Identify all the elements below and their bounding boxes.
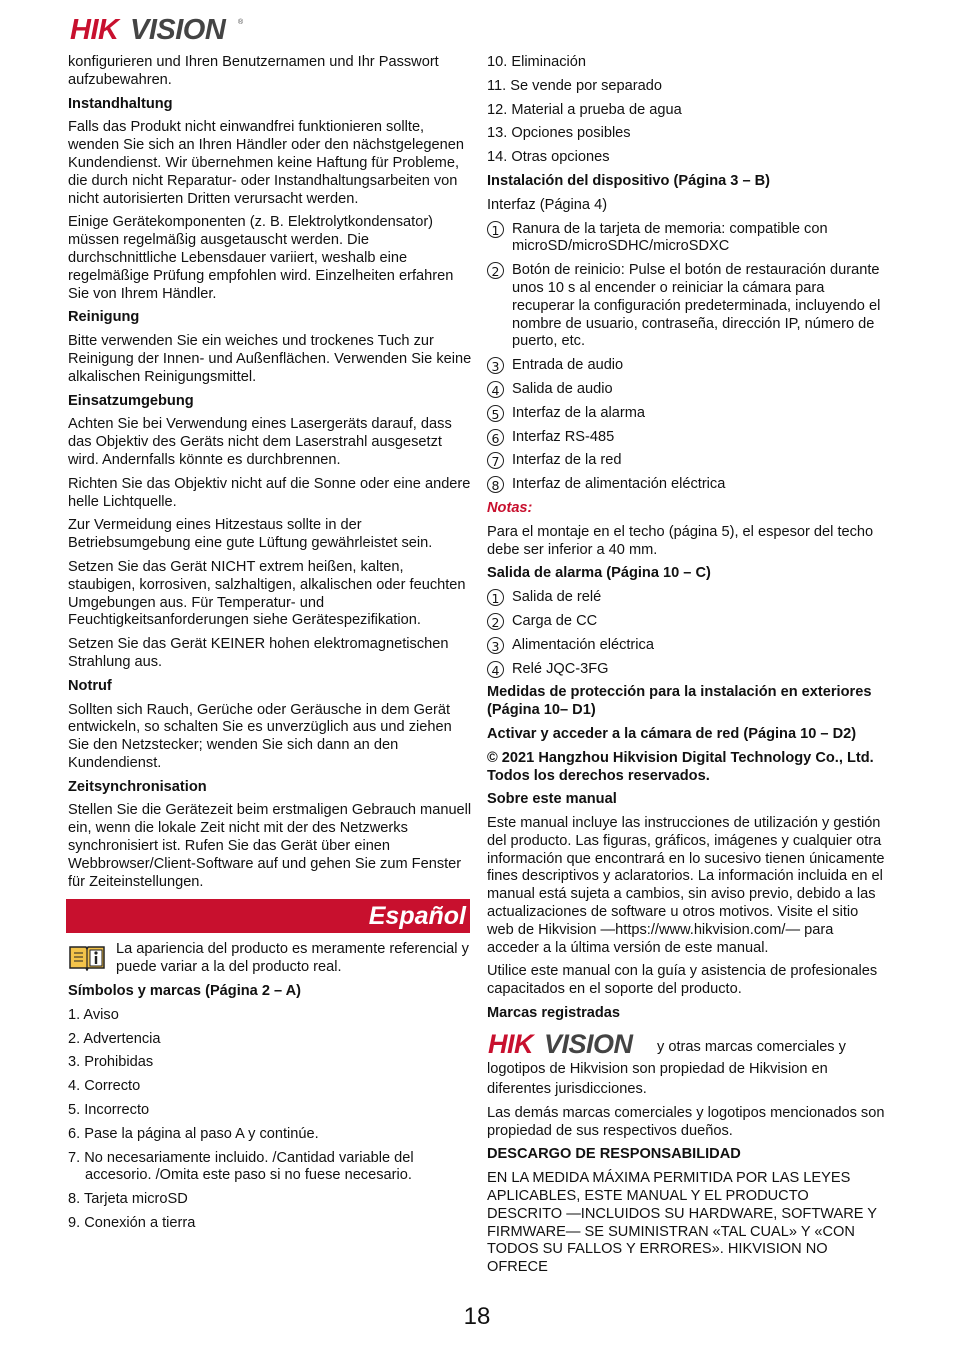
simbolo-list-item: 1. Aviso [68,1006,119,1023]
page-number: 18 [463,1303,491,1330]
interfaz-list-item [487,357,887,375]
item-number-circle: 6 [487,429,504,446]
item-text: Salida de relé [512,589,602,606]
right-column [487,54,887,1283]
item-number-circle: 3 [487,357,504,374]
item-number-circle: 2 [487,262,504,279]
sobre-paragraph-1: Este manual incluye las instrucciones de utilización y gestión del producto. Las figuras, gráficos, imágenes y cualquier otra información que encontrará en lo sucesivo tienen únicamente fines descriptivos y aclaratorios. La información incluida en el manual está sujeta a cambios, sin aviso previo, debido a las actualizaciones de software u otros motivos. Visite el sitio web de Hikvision —https://www.hikvision.com/— para acceder a la última versión de este manual. [487,815,885,956]
intro-text: konfigurieren und Ihren Benutzernamen und Ihr Passwort aufzubewahren. [68,54,439,88]
marcas-paragraph-1: logotipos de Hikvision son propiedad de Hikvision en diferentes jurisdicciones. [487,1060,828,1097]
simbolo-list-item: 10. Eliminación [487,54,586,70]
marcas-heading: Marcas registradas [487,1005,621,1022]
simbolo-list-item: 12. Material a prueba de agua [487,101,682,118]
item-text: Interfaz de la red [512,452,622,469]
language-banner: Español [66,899,470,933]
notas-text: Para el montaje en el techo (página 5), el espesor del techo debe ser inferior a 40 mm. [487,523,874,558]
reinigung-heading: Reinigung [68,309,140,326]
salida-list-item [487,661,887,679]
item-number-circle: 4 [487,381,504,398]
simbolos-list [68,1007,472,1233]
hikvision-logo [68,14,248,44]
marcas-after-logo: y otras marcas comerciales y [657,1039,846,1056]
interfaz-list-item [487,476,887,494]
notruf-heading: Notruf [68,677,112,694]
instandhaltung-paragraph-2: Einige Gerätekomponenten (z. B. Elektrolytkondensator) müssen regelmäßig ausgetauscht werden. Die durchschnittliche Lebensdauer variiert, weshalb eine regelmäßige Prüfung empfohlen wird. Einzelheiten erfahren Sie von Ihrem Händler. [68,214,454,302]
simbolos-list-continued [487,54,887,167]
einsatzumgebung-paragraph-5: Setzen Sie das Gerät KEINER hohen elektromagnetischen Strahlung aus. [68,636,449,670]
interfaz-list-item [487,405,887,423]
hikvision-inline-logo [487,1029,649,1057]
item-text: Entrada de audio [512,357,624,374]
left-column [68,54,472,1239]
book-info-icon [68,943,106,971]
notas-label: Notas: [487,499,533,516]
instandhaltung-paragraph-1: Falls das Produkt nicht einwandfrei funktionieren sollte, wenden Sie sich an Ihren Händler oder den nächstgelegenen Kundendienst. Wir übernehmen keine Haftung für Probleme, die durch nicht Reparatur- oder Instandhaltungsarbeiten von nicht autorisierten Dritten verursacht werden. [68,119,464,207]
salida-list-item [487,637,887,655]
item-text: Salida de audio [512,380,613,397]
simbolo-list-item: 9. Conexión a tierra [68,1215,196,1232]
einsatzumgebung-paragraph-3: Zur Vermeidung eines Hitzestaus sollte in der Betriebsumgebung eine gute Lüftung gewährleistet sein. [68,517,433,552]
sobre-paragraph-2: Utilice este manual con la guía y asistencia de profesionales capacitados en el soporte del producto. [487,963,878,998]
simbolo-list-item: 3. Prohibidas [68,1054,154,1071]
salida-list-item [487,613,887,631]
marcas-logo-line [487,1029,887,1057]
item-text: Interfaz de alimentación eléctrica [512,476,726,493]
svg-text:®: ® [238,19,244,26]
item-number-circle: 4 [487,661,504,678]
item-number-circle: 8 [487,476,504,493]
interfaz-list-item [487,221,887,257]
interfaz-list-item [487,452,887,470]
instalacion-heading: Instalación del dispositivo (Página 3 – B) [487,172,771,189]
item-text: Interfaz RS-485 [512,428,615,445]
salida-list [487,589,887,678]
interfaz-list-item [487,381,887,399]
svg-text:VISION: VISION [130,14,226,44]
interfaz-list [487,221,887,494]
simbolo-list-item: 13. Opciones posibles [487,125,631,142]
interfaz-list-item [487,262,887,351]
einsatzumgebung-paragraph-4: Setzen Sie das Gerät NICHT extrem heißen, kalten, staubigen, korrosiven, salzhaltigen, alkalischen oder feuchten Umgebungen aus. Für Temperatur- und Feuchtigkeitsanforderungen siehe Gerätespezifikation. [68,558,466,629]
notice-block [68,941,472,977]
activar-heading: Activar y acceder a la cámara de red (Página 10 – D2) [487,725,857,742]
simbolo-list-item: 5. Incorrecto [68,1102,150,1119]
simbolo-list-item: 11. Se vende por separado [487,77,662,94]
item-number-circle: 7 [487,452,504,469]
descargo-paragraph: EN LA MEDIDA MÁXIMA PERMITIDA POR LAS LEYES APLICABLES, ESTE MANUAL Y EL PRODUCTO DESCRITO —INCLUIDOS SU HARDWARE, SOFTWARE Y FIRMWARE— SE SUMINISTRAN «TAL CUAL» Y «CON TODOS SU FALLOS Y ERRORES». HIKVISION NO OFRECE [487,1170,877,1276]
item-number-circle: 3 [487,637,504,654]
item-text: Carga de CC [512,612,598,629]
svg-text:VISION: VISION [544,1028,633,1057]
simbolo-list-item: 7. No necesariamente incluido. /Cantidad variable del accesorio. /Omita este paso si no fuese necesario. [68,1149,414,1184]
salida-list-item [487,589,887,607]
item-number-circle: 2 [487,613,504,630]
svg-text:HIK: HIK [488,1028,533,1057]
einsatzumgebung-paragraph-2: Richten Sie das Objektiv nicht auf die Sonne oder eine andere helle Lichtquelle. [68,475,471,510]
item-text: Interfaz de la alarma [512,404,646,421]
medidas-heading: Medidas de protección para la instalación en exteriores (Página 10– D1) [487,684,872,719]
einsatzumgebung-paragraph-1: Achten Sie bei Verwendung eines Lasergeräts darauf, dass das Objektiv des Geräts nicht dem Laserstrahl ausgesetzt wird. Andernfalls könnte es durchbrennen. [68,416,452,468]
simbolo-list-item: 6. Pase la página al paso A y continúe. [68,1125,319,1142]
notruf-paragraph: Sollten sich Rauch, Gerüche oder Geräusche in dem Gerät entwickeln, so schalten Sie es unverzüglich aus und ziehen Sie den Netzstecker; wenden Sie sich dann an den Kundendienst. [68,701,452,771]
simbolo-list-item: 8. Tarjeta microSD [68,1191,188,1208]
descargo-heading: DESCARGO DE RESPONSABILIDAD [487,1146,741,1163]
copyright-text: © 2021 Hangzhou Hikvision Digital Technology Co., Ltd. Todos los derechos reservados. [487,749,874,784]
zeitsynchronisation-heading: Zeitsynchronisation [68,778,207,795]
einsatzumgebung-heading: Einsatzumgebung [68,392,194,409]
instandhaltung-heading: Instandhaltung [68,95,173,112]
marcas-paragraph-2: Las demás marcas comerciales y logotipos mencionados son propiedad de sus respectivos dueños. [487,1104,885,1139]
simbolo-list-item: 14. Otras opciones [487,149,610,166]
simbolo-list-item: 2. Advertencia [68,1030,161,1047]
sobre-heading: Sobre este manual [487,791,617,808]
interfaz-list-item [487,429,887,447]
notice-text: La apariencia del producto es meramente referencial y puede variar a la del producto real. [116,941,469,976]
item-text: Botón de reinicio: Pulse el botón de restauración durante unos 10 s al encender o reiniciar la cámara para recuperar la configuración predeterminada, incluyendo el nombre de usuario, contraseña, dirección IP, número de puerto, etc. [512,262,881,350]
item-text: Ranura de la tarjeta de memoria: compatible con microSD/microSDHC/microSDXC [512,220,828,255]
zeitsynchronisation-paragraph: Stellen Sie die Gerätezeit beim erstmaligen Gebrauch manuell ein, wenn die lokale Zeit nicht mit der des Netzwerks synchronisiert ist. Rufen Sie das Gerät über einen Webbrowser/Client-Software auf und gehen Sie zum Fenster für Zeiteinstellungen. [68,802,472,890]
interfaz-label: Interfaz (Página 4) [487,196,608,213]
simbolos-heading: Símbolos y marcas (Página 2 – A) [68,983,302,1000]
salida-heading: Salida de alarma (Página 10 – C) [487,565,711,582]
reinigung-paragraph: Bitte verwenden Sie ein weiches und trockenes Tuch zur Reinigung der Innen- und Außenflächen. Verwenden Sie keine alkalischen Reinigungsmittel. [68,333,472,385]
item-text: Alimentación eléctrica [512,636,654,653]
item-number-circle: 1 [487,589,504,606]
simbolo-list-item: 4. Correcto [68,1078,141,1095]
item-number-circle: 5 [487,405,504,422]
svg-text:HIK: HIK [70,14,119,44]
item-text: Relé JQC-3FG [512,660,609,677]
item-number-circle: 1 [487,221,504,238]
